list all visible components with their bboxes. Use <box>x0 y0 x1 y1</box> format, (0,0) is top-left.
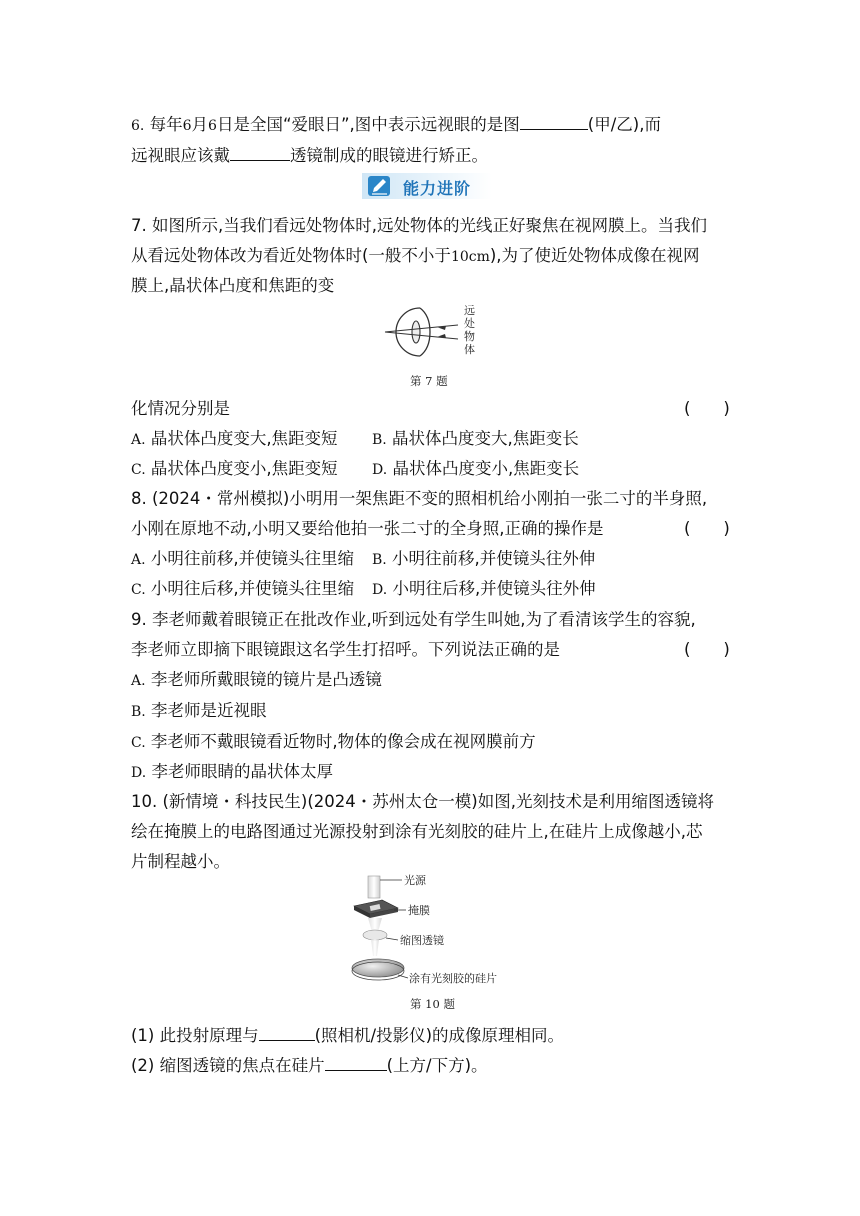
eye-lens <box>412 321 420 343</box>
q7-line-4: 化情况分别是 <box>131 399 230 418</box>
label-light-source: 光源 <box>404 874 426 887</box>
q7-option-b: B. 晶状体凸度变大,焦距变长 <box>372 429 579 448</box>
q9-line-2: 李老师立即摘下眼镜跟这名学生打招呼。下列说法正确的是 <box>131 640 560 659</box>
lithography-diagram <box>340 872 530 990</box>
light-source <box>368 876 380 898</box>
eye-fig-text-3: 物 <box>464 330 475 343</box>
q6-blank-1[interactable] <box>520 111 588 130</box>
eye-fig-text-2: 处 <box>464 317 475 330</box>
q10-line-1: 10. (新情境・科技民生)(2024・苏州太仓一模)如图,光刻技术是利用缩图透镜将 <box>131 792 714 811</box>
q9-option-d: D. 李老师眼睛的晶状体太厚 <box>131 762 333 781</box>
q8-answer-paren[interactable]: ( ) <box>684 519 730 538</box>
q7-line-1: 7. 如图所示,当我们看远处物体时,远处物体的光线正好聚焦在视网膜上。当我们 <box>131 216 707 235</box>
q10-caption: 第 10 题 <box>410 997 455 1011</box>
q10-sub-1: (1) 此投射原理与 (照相机/投影仪)的成像原理相同。 <box>131 1022 564 1047</box>
q8-line-1: 8. (2024・常州模拟)小明用一架焦距不变的照相机给小刚拍一张二寸的半身照, <box>131 489 708 508</box>
eye-diagram <box>376 302 486 362</box>
q9-option-b: B. 李老师是近视眼 <box>131 701 267 720</box>
q6-line-1: 6. 每年6月6日是全国“爱眼日”,图中表示远视眼的是图 (甲/乙),而 <box>131 111 661 137</box>
q9-answer-paren[interactable]: ( ) <box>684 640 730 659</box>
q10-blank-2[interactable] <box>325 1052 387 1071</box>
q9-option-c: C. 李老师不戴眼镜看近物时,物体的像会成在视网膜前方 <box>131 732 536 751</box>
label-lens: 缩图透镜 <box>400 934 444 947</box>
q6-line-2: 远视眼应该戴 透镜制成的眼镜进行矫正。 <box>131 142 488 167</box>
label-wafer: 涂有光刻胶的硅片 <box>409 972 497 985</box>
q8-option-c: C. 小明往后移,并使镜头往里缩 <box>131 579 355 598</box>
q10-sub-2: (2) 缩图透镜的焦点在硅片 (上方/下方)。 <box>131 1052 488 1077</box>
q8-option-a: A. 小明往前移,并使镜头往里缩 <box>131 549 355 568</box>
q7-option-d: D. 晶状体凸度变小,焦距变长 <box>372 459 580 478</box>
q7-option-a: A. 晶状体凸度变大,焦距变短 <box>131 429 338 448</box>
q8-option-d: D. 小明往后移,并使镜头往外伸 <box>372 579 596 598</box>
q6-blank-2[interactable] <box>230 142 290 161</box>
reduction-lens <box>363 930 387 940</box>
eye-fig-text-1: 远 <box>464 304 475 317</box>
section-title: 能力进阶 <box>403 179 472 198</box>
q10-blank-1[interactable] <box>259 1022 315 1041</box>
q7-line-3: 膜上,晶状体凸度和焦距的变 <box>131 276 335 295</box>
q8-line-2: 小刚在原地不动,小明又要给他拍一张二寸的全身照,正确的操作是 <box>131 519 604 538</box>
label-mask: 掩膜 <box>408 904 430 917</box>
q7-caption: 第 7 题 <box>410 374 448 388</box>
q10-line-2: 绘在掩膜上的电路图通过光源投射到涂有光刻胶的硅片上,在硅片上成像越小,芯 <box>131 822 703 841</box>
q9-option-a: A. 李老师所戴眼镜的镜片是凸透镜 <box>131 670 382 689</box>
q7-option-c: C. 晶状体凸度变小,焦距变短 <box>131 459 338 478</box>
q7-answer-paren[interactable]: ( ) <box>684 399 730 418</box>
q7-line-2: 从看远处物体改为看近处物体时(一般不小于10cm),为了使近处物体成像在视网 <box>131 246 700 265</box>
q10-line-3: 片制程越小。 <box>131 852 230 871</box>
eye-fig-text-4: 体 <box>464 343 475 356</box>
q9-line-1: 9. 李老师戴着眼镜正在批改作业,听到远处有学生叫她,为了看清该学生的容貌, <box>131 610 696 629</box>
q8-option-b: B. 小明往前移,并使镜头往外伸 <box>372 549 596 568</box>
